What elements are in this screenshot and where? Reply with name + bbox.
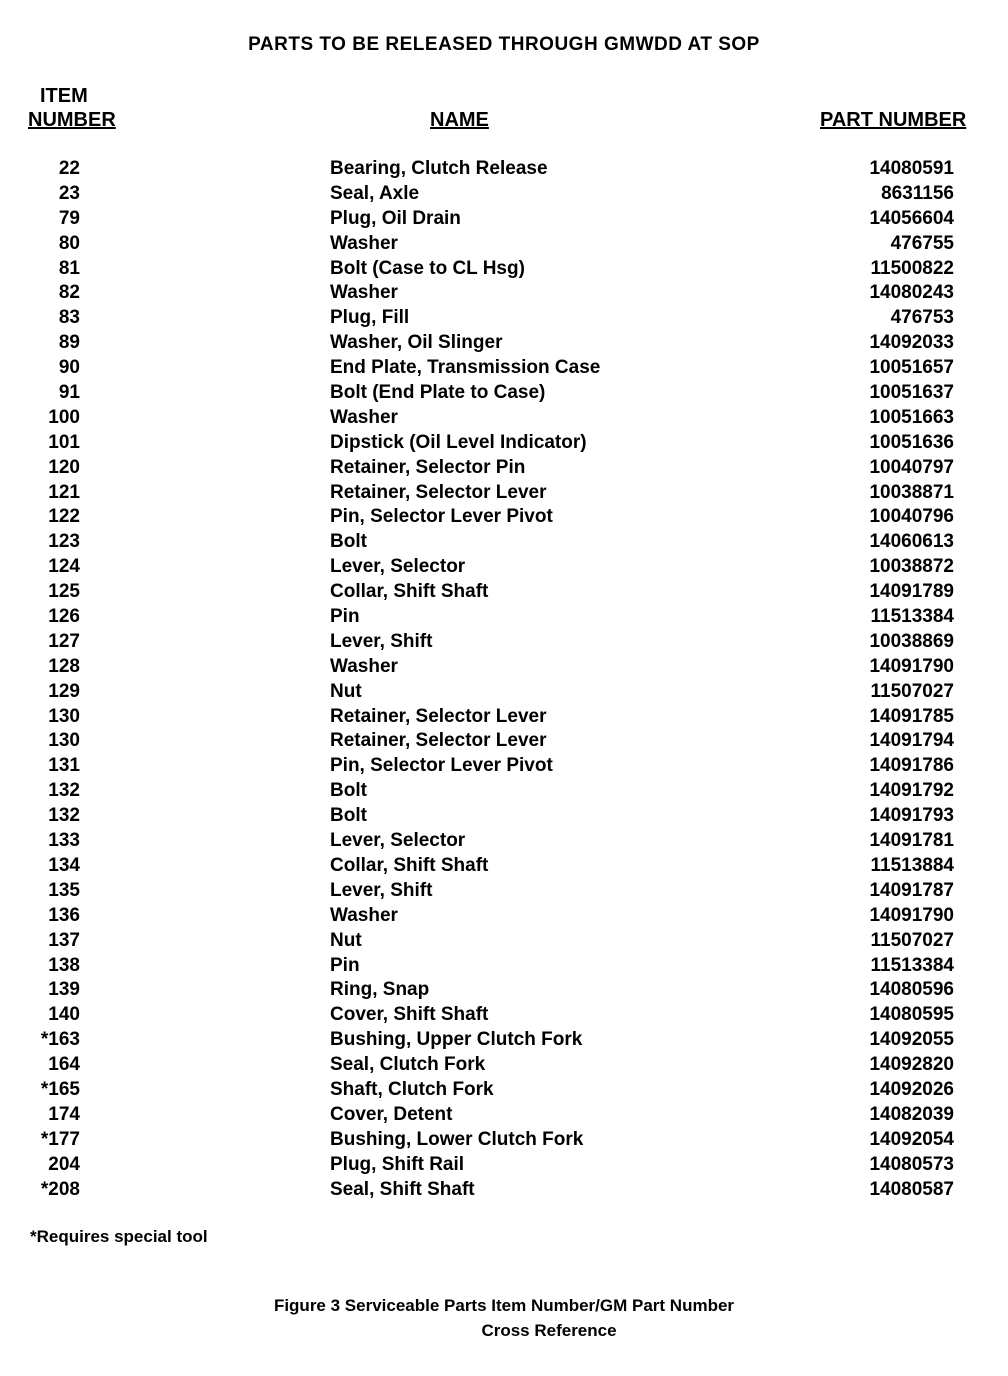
part-number-cell: 11513384 bbox=[870, 606, 954, 628]
part-number-cell: 10051636 bbox=[869, 431, 954, 453]
item-number-cell: 81 bbox=[58, 257, 80, 279]
part-number-cell: 11500822 bbox=[870, 257, 954, 279]
item-number-cell: 82 bbox=[58, 282, 80, 304]
part-name-cell: Retainer, Selector Lever bbox=[330, 481, 547, 503]
part-number-cell: 10051663 bbox=[869, 406, 954, 428]
table-row bbox=[0, 1153, 1008, 1178]
part-name-cell: Pin bbox=[330, 954, 360, 976]
part-name-cell: Cover, Shift Shaft bbox=[330, 1004, 489, 1026]
table-row bbox=[0, 406, 1008, 431]
page-title: PARTS TO BE RELEASED THROUGH GMWDD AT SOP bbox=[248, 34, 760, 55]
item-number-cell: 204 bbox=[48, 1153, 80, 1175]
item-number-cell: 126 bbox=[48, 606, 80, 628]
item-number-cell: 120 bbox=[48, 456, 80, 478]
table-row bbox=[0, 431, 1008, 456]
item-number-cell: 164 bbox=[48, 1054, 80, 1076]
table-row bbox=[0, 381, 1008, 406]
footnote: *Requires special tool bbox=[30, 1227, 208, 1246]
part-name-cell: End Plate, Transmission Case bbox=[330, 357, 601, 379]
item-number-header bbox=[28, 84, 138, 132]
part-number-cell: 10038872 bbox=[869, 556, 954, 578]
part-name-cell: Bolt bbox=[330, 531, 367, 553]
part-number-cell: 14091794 bbox=[869, 730, 954, 752]
part-number-cell: 14091792 bbox=[869, 780, 954, 802]
table-row bbox=[0, 829, 1008, 854]
part-number-cell: 8631156 bbox=[881, 182, 954, 204]
part-number-cell: 14091790 bbox=[869, 655, 954, 677]
part-number-cell: 476753 bbox=[890, 307, 954, 329]
part-number-cell: 10040796 bbox=[869, 506, 954, 528]
table-row bbox=[0, 605, 1008, 630]
table-row bbox=[0, 929, 1008, 954]
part-number-cell: 11513384 bbox=[870, 954, 954, 976]
item-number-cell: 121 bbox=[48, 481, 80, 503]
part-name-cell: Washer bbox=[330, 232, 398, 254]
item-number-cell: 138 bbox=[48, 954, 80, 976]
part-number-cell: 10038871 bbox=[869, 481, 954, 503]
table-row bbox=[0, 306, 1008, 331]
table-row bbox=[0, 281, 1008, 306]
part-number-cell: 14080591 bbox=[869, 158, 954, 179]
part-number-cell: 14080587 bbox=[869, 1178, 954, 1200]
part-name-cell: Bushing, Upper Clutch Fork bbox=[330, 1029, 583, 1051]
part-number-cell: 14092033 bbox=[869, 332, 954, 354]
part-name-cell: Plug, Fill bbox=[330, 307, 410, 329]
table-row bbox=[0, 331, 1008, 356]
item-number-cell: 135 bbox=[48, 879, 80, 901]
item-number-cell: 130 bbox=[48, 705, 80, 727]
item-number-cell: 133 bbox=[48, 830, 80, 852]
part-name-cell: Dipstick (Oil Level Indicator) bbox=[330, 431, 587, 453]
item-number-cell: 91 bbox=[58, 382, 80, 404]
table-row bbox=[0, 257, 1008, 282]
table-row bbox=[0, 779, 1008, 804]
part-name-cell: Lever, Selector bbox=[330, 556, 466, 578]
part-name-cell: Cover, Detent bbox=[330, 1103, 453, 1125]
figure-caption bbox=[0, 1293, 1008, 1343]
part-name-cell: Bushing, Lower Clutch Fork bbox=[330, 1128, 584, 1150]
name-header: NAME bbox=[430, 109, 489, 131]
table-row bbox=[0, 1078, 1008, 1103]
table-row bbox=[0, 555, 1008, 580]
part-name-cell: Washer bbox=[330, 655, 398, 677]
part-number-cell: 10040797 bbox=[869, 456, 954, 478]
table-row bbox=[0, 530, 1008, 555]
part-number-cell: 14080573 bbox=[869, 1153, 954, 1175]
part-name-cell: Lever, Shift bbox=[330, 630, 433, 652]
part-name-cell: Collar, Shift Shaft bbox=[330, 581, 489, 603]
item-number-cell: 130 bbox=[48, 730, 80, 752]
parts-table bbox=[0, 157, 1008, 1202]
part-number-cell: 14060613 bbox=[869, 531, 954, 553]
part-name-cell: Lever, Shift bbox=[330, 879, 433, 901]
item-number-cell: 129 bbox=[48, 680, 80, 702]
table-row bbox=[0, 207, 1008, 232]
item-header-line1: ITEM bbox=[40, 85, 88, 107]
item-number-cell: 136 bbox=[48, 904, 80, 926]
part-number-cell: 14092055 bbox=[869, 1029, 954, 1051]
item-number-cell: 124 bbox=[48, 556, 80, 578]
part-name-cell: Nut bbox=[330, 680, 362, 702]
part-number-cell: 14092820 bbox=[869, 1054, 954, 1076]
table-row bbox=[0, 157, 1008, 182]
part-name-cell: Collar, Shift Shaft bbox=[330, 854, 489, 876]
item-number-cell: 90 bbox=[58, 357, 80, 379]
item-number-cell: 80 bbox=[58, 232, 80, 254]
part-number-cell: 11513884 bbox=[870, 854, 954, 876]
part-name-cell: Plug, Shift Rail bbox=[330, 1153, 465, 1175]
part-number-cell: 14080595 bbox=[869, 1004, 954, 1026]
part-name-cell: Ring, Snap bbox=[330, 979, 430, 1001]
part-name-cell: Bolt (End Plate to Case) bbox=[330, 382, 546, 404]
part-number-cell: 11507027 bbox=[870, 929, 954, 951]
item-number-cell: 131 bbox=[48, 755, 80, 777]
table-row bbox=[0, 680, 1008, 705]
part-number-cell: 14091787 bbox=[869, 879, 954, 901]
part-name-cell: Seal, Clutch Fork bbox=[330, 1054, 486, 1076]
table-row bbox=[0, 182, 1008, 207]
table-row bbox=[0, 1028, 1008, 1053]
item-number-cell: *208 bbox=[40, 1178, 80, 1200]
item-number-cell: 132 bbox=[48, 805, 80, 827]
item-number-cell: 139 bbox=[48, 979, 80, 1001]
table-row bbox=[0, 1003, 1008, 1028]
item-number-cell: 100 bbox=[48, 406, 80, 428]
table-row bbox=[0, 1103, 1008, 1128]
table-row bbox=[0, 954, 1008, 979]
part-name-cell: Seal, Axle bbox=[330, 182, 420, 204]
item-number-cell: *163 bbox=[40, 1029, 80, 1051]
table-row bbox=[0, 729, 1008, 754]
part-name-cell: Washer bbox=[330, 904, 398, 926]
part-name-cell: Bearing, Clutch Release bbox=[330, 158, 548, 179]
table-row bbox=[0, 356, 1008, 381]
part-name-cell: Bolt bbox=[330, 780, 367, 802]
part-number-cell: 10051637 bbox=[869, 382, 954, 404]
part-number-cell: 14091781 bbox=[869, 830, 954, 852]
part-name-cell: Retainer, Selector Lever bbox=[330, 705, 547, 727]
item-number-cell: 89 bbox=[58, 332, 80, 354]
caption-line2: Cross Reference bbox=[481, 1321, 617, 1340]
table-row bbox=[0, 456, 1008, 481]
part-number-cell: 14080243 bbox=[869, 282, 954, 304]
part-name-cell: Seal, Shift Shaft bbox=[330, 1178, 475, 1200]
item-number-cell: 122 bbox=[48, 506, 80, 528]
item-number-cell: 79 bbox=[58, 207, 80, 229]
item-number-cell: 140 bbox=[48, 1004, 80, 1026]
table-row bbox=[0, 505, 1008, 530]
part-number-cell: 14091789 bbox=[869, 581, 954, 603]
part-name-cell: Pin bbox=[330, 606, 360, 628]
part-name-cell: Pin, Selector Lever Pivot bbox=[330, 755, 553, 777]
part-number-cell: 14092054 bbox=[869, 1128, 954, 1150]
part-number-header: PART NUMBER bbox=[820, 109, 967, 131]
table-row bbox=[0, 754, 1008, 779]
caption-line1: Figure 3 Serviceable Parts Item Number/GM Part Number bbox=[273, 1296, 735, 1315]
item-number-cell: 174 bbox=[48, 1103, 80, 1125]
part-number-cell: 11507027 bbox=[870, 680, 954, 702]
item-number-cell: 22 bbox=[58, 158, 80, 179]
part-number-cell: 14080596 bbox=[869, 979, 954, 1001]
part-number-cell: 10051657 bbox=[869, 357, 954, 379]
part-name-cell: Washer bbox=[330, 282, 398, 304]
part-name-cell: Washer bbox=[330, 406, 398, 428]
item-number-cell: 83 bbox=[58, 307, 80, 329]
table-row bbox=[0, 804, 1008, 829]
item-number-cell: 101 bbox=[48, 431, 80, 453]
item-number-cell: 134 bbox=[48, 854, 80, 876]
item-number-cell: 132 bbox=[48, 780, 80, 802]
item-number-cell: *177 bbox=[40, 1128, 80, 1150]
part-name-cell: Lever, Selector bbox=[330, 830, 466, 852]
item-number-cell: *165 bbox=[40, 1078, 80, 1100]
part-number-cell: 476755 bbox=[890, 232, 954, 254]
item-header-line2: NUMBER bbox=[28, 109, 116, 131]
table-row bbox=[0, 978, 1008, 1003]
table-row bbox=[0, 705, 1008, 730]
part-name-cell: Retainer, Selector Pin bbox=[330, 456, 526, 478]
part-name-cell: Bolt bbox=[330, 805, 367, 827]
part-number-cell: 14056604 bbox=[869, 207, 954, 229]
part-number-cell: 14092026 bbox=[869, 1078, 954, 1100]
part-name-cell: Bolt (Case to CL Hsg) bbox=[330, 257, 525, 279]
table-row bbox=[0, 630, 1008, 655]
table-row bbox=[0, 854, 1008, 879]
table-row bbox=[0, 1128, 1008, 1153]
item-number-cell: 125 bbox=[48, 581, 80, 603]
table-row bbox=[0, 1178, 1008, 1203]
table-row bbox=[0, 904, 1008, 929]
item-number-cell: 127 bbox=[48, 630, 80, 652]
part-name-cell: Pin, Selector Lever Pivot bbox=[330, 506, 553, 528]
part-number-cell: 14091790 bbox=[869, 904, 954, 926]
table-row bbox=[0, 481, 1008, 506]
table-row bbox=[0, 232, 1008, 257]
part-number-cell: 10038869 bbox=[869, 630, 954, 652]
part-name-cell: Plug, Oil Drain bbox=[330, 207, 461, 229]
part-name-cell: Shaft, Clutch Fork bbox=[330, 1078, 494, 1100]
item-number-cell: 128 bbox=[48, 655, 80, 677]
item-number-cell: 23 bbox=[58, 182, 80, 204]
part-number-cell: 14091785 bbox=[869, 705, 954, 727]
part-number-cell: 14091793 bbox=[869, 805, 954, 827]
table-row bbox=[0, 655, 1008, 680]
item-number-cell: 123 bbox=[48, 531, 80, 553]
part-number-cell: 14091786 bbox=[869, 755, 954, 777]
table-row bbox=[0, 580, 1008, 605]
part-name-cell: Retainer, Selector Lever bbox=[330, 730, 547, 752]
table-row bbox=[0, 879, 1008, 904]
part-name-cell: Washer, Oil Slinger bbox=[330, 332, 503, 354]
part-name-cell: Nut bbox=[330, 929, 362, 951]
part-number-cell: 14082039 bbox=[869, 1103, 954, 1125]
item-number-cell: 137 bbox=[48, 929, 80, 951]
table-row bbox=[0, 1053, 1008, 1078]
